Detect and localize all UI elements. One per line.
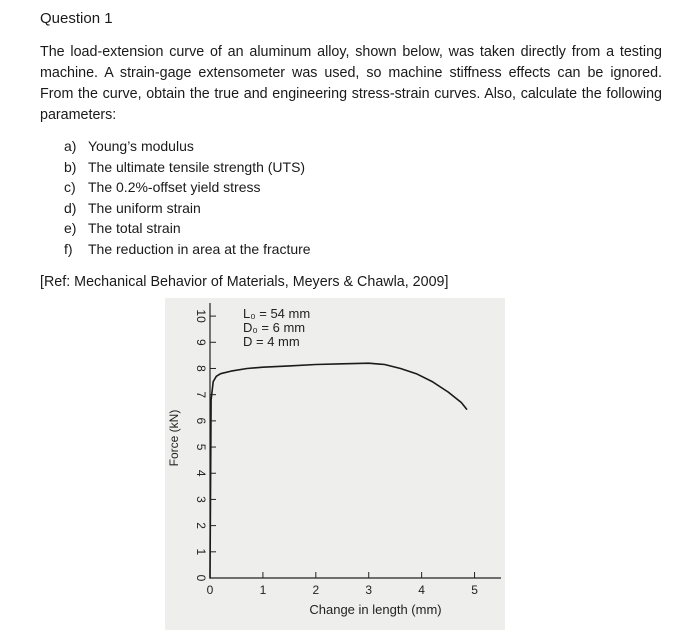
y-tick-label: 0 [193, 574, 208, 582]
list-item [64, 177, 311, 198]
item-text: The 0.2%-offset yield stress [88, 179, 261, 196]
item-label: c) [64, 179, 76, 196]
chart-ticks [194, 309, 478, 597]
specimen-annotation: D = 4 mm [243, 334, 300, 349]
y-tick-label: 3 [193, 496, 208, 503]
y-tick-label: 2 [193, 522, 208, 529]
x-tick-label: 1 [259, 583, 267, 597]
list-item [64, 198, 311, 219]
list-item [64, 136, 311, 157]
y-tick-label: 7 [193, 391, 208, 399]
item-text: Young’s modulus [88, 138, 194, 154]
item-text: The uniform strain [88, 199, 201, 216]
item-label: f) [64, 240, 73, 257]
y-tick-label: 5 [193, 443, 208, 451]
item-label: e) [64, 220, 77, 237]
chart-labels [167, 306, 442, 617]
list-item [64, 157, 311, 178]
x-tick-label: 5 [471, 583, 478, 597]
x-axis-label: Change in length (mm) [309, 602, 442, 617]
specimen-annotation: D₀ = 6 mm [243, 320, 306, 335]
list-item [64, 239, 311, 260]
chart-curve-group [210, 363, 467, 578]
y-tick-label: 6 [193, 417, 208, 425]
y-tick-label: 10 [193, 309, 208, 323]
parameter-list [64, 136, 311, 260]
y-tick-label: 4 [193, 469, 208, 477]
list-item [64, 218, 311, 239]
item-text: The reduction in area at the fracture [88, 240, 311, 257]
reference-text: [Ref: Mechanical Behavior of Materials, Meyers & Chawla, 2009] [40, 274, 449, 290]
y-tick-label: 9 [193, 338, 208, 346]
load-extension-figure [165, 298, 505, 630]
specimen-annotation: L₀ = 54 mm [243, 306, 311, 321]
item-text: The ultimate tensile strength (UTS) [88, 158, 306, 175]
y-axis-label: Force (kN) [167, 409, 181, 467]
question-heading: Question 1 [40, 10, 113, 27]
x-tick-label: 2 [312, 583, 320, 597]
y-tick-label: 8 [193, 365, 208, 372]
x-tick-label: 4 [418, 583, 425, 597]
load-extension-curve [210, 363, 467, 578]
question-paragraph: The load-extension curve of an aluminum alloy, shown below, was taken directly from a testing machine. A strain-gage extensometer was used, so machine stiffness effects can be ignored. From the curve, obtain the true and engineering stress-strain curves. Also, calculate the following parameters: [40, 44, 662, 123]
x-tick-label: 0 [206, 583, 214, 597]
load-extension-chart [165, 298, 505, 630]
y-tick-label: 1 [193, 548, 208, 556]
x-tick-label: 3 [365, 583, 373, 597]
item-label: a) [64, 138, 77, 154]
item-text: The total strain [88, 220, 181, 237]
item-label: d) [64, 199, 77, 216]
item-label: b) [64, 158, 77, 175]
